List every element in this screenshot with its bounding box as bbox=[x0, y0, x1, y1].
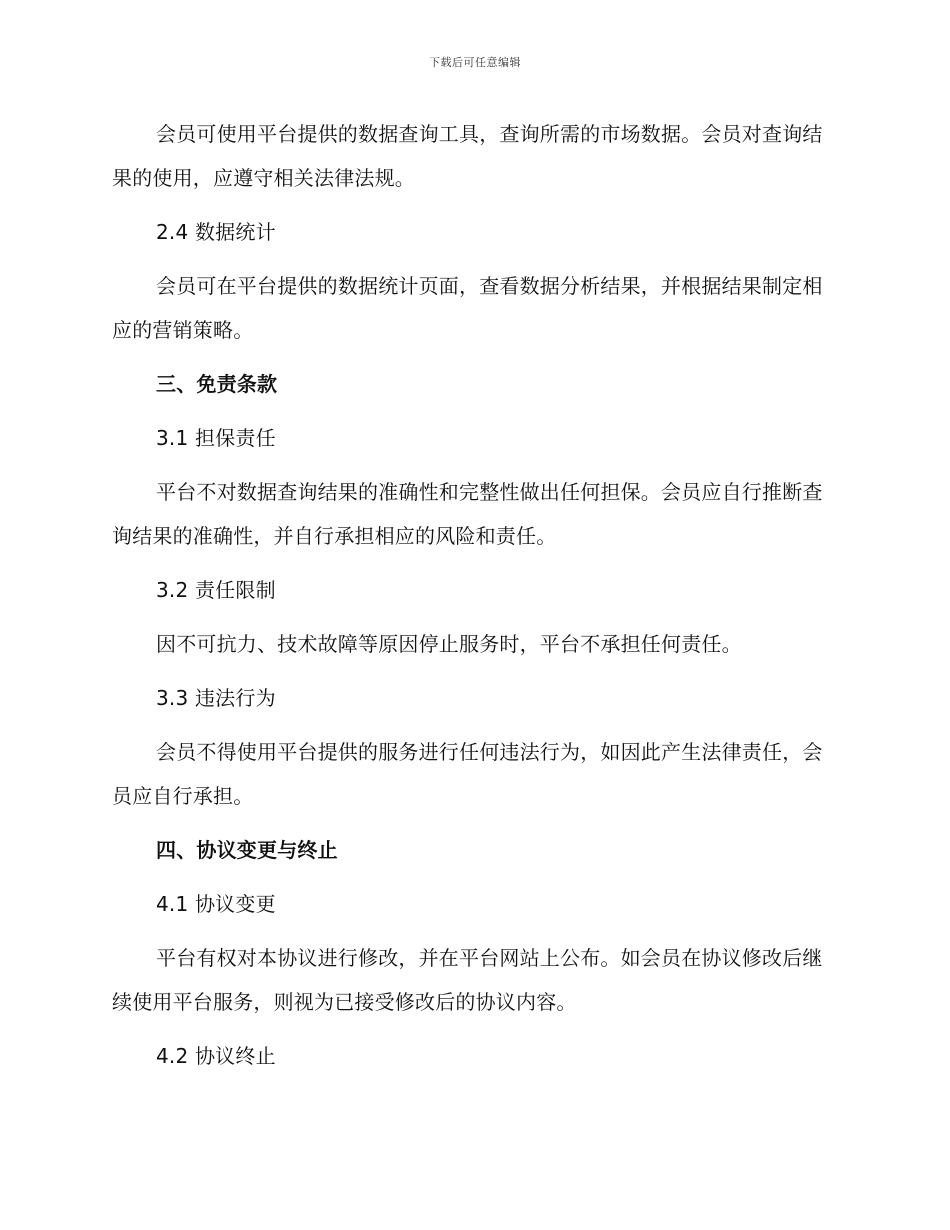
paragraph-illegal-acts: 会员不得使用平台提供的服务进行任何违法行为，如因此产生法律责任，会员应自行承担。 bbox=[112, 740, 823, 808]
document-body bbox=[112, 112, 838, 1088]
heading-3-1: 3.1 担保责任 bbox=[156, 426, 276, 450]
heading-3-2: 3.2 责任限制 bbox=[156, 578, 276, 602]
heading-4-2: 4.2 协议终止 bbox=[156, 1044, 276, 1068]
heading-4-1: 4.1 协议变更 bbox=[156, 892, 276, 916]
paragraph-data-query: 会员可使用平台提供的数据查询工具，查询所需的市场数据。会员对查询结果的使用，应遵守相关法律法规。 bbox=[112, 122, 823, 190]
paragraph-data-statistics: 会员可在平台提供的数据统计页面，查看数据分析结果，并根据结果制定相应的营销策略。 bbox=[112, 274, 823, 342]
paragraph-guarantee: 平台不对数据查询结果的准确性和完整性做出任何担保。会员应自行推断查询结果的准确性，并自行承担相应的风险和责任。 bbox=[112, 480, 823, 548]
section-heading-3: 三、免责条款 bbox=[156, 372, 278, 396]
page-header-note: 下载后可任意编辑 bbox=[429, 56, 521, 69]
section-heading-4: 四、协议变更与终止 bbox=[156, 838, 338, 862]
heading-2-4: 2.4 数据统计 bbox=[156, 220, 276, 244]
paragraph-limitation: 因不可抗力、技术故障等原因停止服务时，平台不承担任何责任。 bbox=[156, 632, 742, 656]
paragraph-agreement-change: 平台有权对本协议进行修改，并在平台网站上公布。如会员在协议修改后继续使用平台服务，则视为已接受修改后的协议内容。 bbox=[112, 946, 823, 1014]
heading-3-3: 3.3 违法行为 bbox=[156, 686, 276, 710]
